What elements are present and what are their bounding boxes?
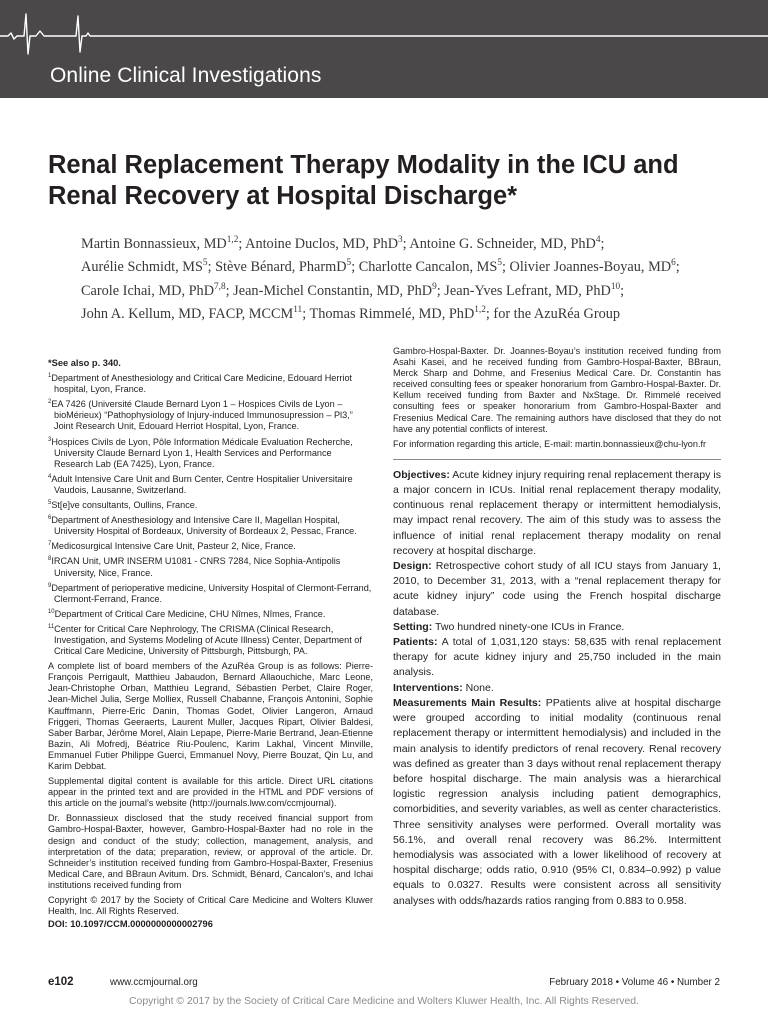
author-affiliation-ref: 10 (610, 282, 621, 293)
affiliation-item (48, 474, 373, 496)
author-name: ; Antoine G. Schneider, MD, PhD (402, 236, 596, 252)
affiliation-text: Hospices Civils de Lyon, Pôle Information Médicale Evaluation Recherche, University Claude Bernard Lyon 1, Health Services and Performance Research Lab (EA 7425), Lyon, France. (51, 436, 353, 469)
affiliation-text: Department of Anesthesiology and Critical Care Medicine, Edouard Herriot hospital, Lyon, France. (51, 373, 353, 395)
affiliation-number: 9 (48, 582, 52, 589)
affiliation-text: Medicosurgical Intensive Care Unit, Pasteur 2, Nice, France. (51, 541, 296, 552)
author-name: ; (620, 282, 625, 299)
abstract-text: PPatients alive at hospital discharge were grouped according to initial modality (continuous renal replacement therapy or intermittent hemodialysis) and included in the main analysis to identify predictors of renal recovery. Renal recovery was defined as greater than 3 days without renal replacement therapy before hospital discharge. The main analysis was a hierarchical logistic regression analysis including patient demographics, comorbidities, and severity variables, as well as center characteristics. Three sensitivity analyses were performed. Overall mortality was 56.1%, and overall renal recovery was 86.2%. Intermittent hemodialysis was associated with a lower likelihood of recovery at hospital discharge; odds ratio, 0.910 (95% CI, 0.834–0.992) p value equals to 0.0327. Results were consistent across all sensitivity analyses with odds/hazards ratios ranging from 0.883 to 0.958. (393, 696, 721, 907)
section-label: Online Clinical Investigations (50, 64, 322, 87)
author-name: Martin Bonnassieux, MD (81, 236, 227, 252)
abstract-label: Design: (393, 560, 432, 573)
affiliation-item (48, 373, 373, 395)
author-affiliation-ref: 3 (398, 235, 403, 246)
affiliation-item (48, 437, 373, 470)
author-name: ; for the AzuRéa Group (485, 306, 621, 323)
page-number: e102 (48, 976, 74, 988)
affiliation-text: Adult Intensive Care Unit and Burn Center, Centre Hospitalier Universitaire Vaudois, Lausanne, Switzerland. (51, 473, 353, 495)
author-name: ; Olivier Joannes-Boyau, MD (501, 259, 672, 276)
author-affiliation-ref: 1,2 (474, 305, 486, 316)
affiliation-number: 10 (48, 608, 55, 615)
affiliation-text: IRCAN Unit, UMR INSERM U1081 - CNRS 7284, Nice Sophia-Antipolis University, Nice, France. (51, 556, 341, 578)
author-list (81, 233, 741, 327)
abstract-text: A total of 1,031,120 stays: 58,635 with renal replacement therapy for acute kidney injury and 25,750 included in the main analysis. (393, 636, 721, 679)
divider (393, 459, 721, 460)
affiliation-text: Department of perioperative medicine, University Hospital of Clermont-Ferrand, Clermont-Ferrand, France. (51, 582, 372, 604)
affiliation-item (48, 556, 373, 578)
author-affiliation-ref: 4 (595, 235, 601, 246)
abstract-section (393, 559, 721, 620)
affiliation-number: 1 (48, 373, 52, 380)
abstract-section (393, 681, 721, 696)
abstract-label: Setting: (393, 620, 433, 633)
abstract-label: Interventions: (393, 681, 463, 694)
author-name: ; (600, 236, 605, 252)
author-affiliation-ref: 5 (346, 258, 352, 269)
affiliation-text: St[e]ve consultants, Oullins, France. (51, 500, 198, 511)
author-name: ; Antoine Duclos, MD, PhD (238, 236, 399, 252)
journal-website-link[interactable]: www.ccmjournal.org (110, 977, 198, 988)
affiliation-text: EA 7426 (Université Claude Bernard Lyon 1 – Hospices Civils de Lyon – bioMérieux) “Pathophysiology of Injury-induced Immunosupression – Pl3,” Joint Research Unit, Edouard Herriot Hospital, Lyon, France. (51, 399, 353, 432)
affiliation-item (48, 515, 373, 537)
abstract (393, 468, 721, 909)
abstract-label: Measurements Main Results: (393, 696, 542, 709)
group-members: A complete list of board members of the AzuRéa Group is as follows: Pierre-François Perrigault, Matthieu Jabaudon, Bernard Allaouchiche, Marc Leone, Jean-Christophe Orban, Matthieu Legrand, Sébastien Perbet, Claire Roger, Jean-Michel Julia, Serge Molliex, Russell Chabanne, François Antonini, Sophie Kauffmann, Pierre-Eric Danin, Thomas Godet, Olivier Langeron, Arnaud Friggeri, Thomas Geeraerts, Laurent Muller, Jacques Ripart, Olivier Baldesi, Saber Barbar, Jérôme Morel, Alain Lepape, Pierre-Marie Bertrand, Jean-Etienne Bazin, Ali Mofredj, Béatrice Riu-Poulenc, Karim Lakhal, Vincent Minville, Emmanuel Futier Philippe Guerci, Emmanuel Novy, Pierre Bouzat, Qin Lu, and Karim Debbat. (48, 661, 373, 771)
ecg-line-icon (0, 6, 768, 64)
affiliation-number: 4 (48, 473, 52, 480)
abstract-text: Retrospective cohort study of all ICU stays from January 1, 2010, to December 31, 2013, with a “renal replacement therapy for acute kidney injury” code using the French hospital discharge database. (393, 560, 721, 618)
affiliation-text: Department of Critical Care Medicine, CHU Nîmes, Nîmes, France. (54, 608, 326, 619)
abstract-section (393, 635, 721, 681)
section-header-band (0, 0, 768, 98)
author-name: John A. Kellum, MD, FACP, MCCM (81, 306, 294, 323)
affiliation-list (48, 373, 373, 657)
abstract-text: Acute kidney injury requiring renal replacement therapy is a major concern in ICUs. Initial renal replacement therapy modality, continuous renal replacement therapy or intermittent hemodialysis, may impact renal recovery. The aim of this study was to assess the influence of initial renal replacement therapy modality on renal recovery at hospital discharge. (393, 468, 721, 557)
affiliation-item (48, 399, 373, 432)
author-affiliation-ref: 5 (202, 258, 208, 269)
disclosure-text: Dr. Bonnassieux disclosed that the study received financial support from Gambro-Hospal-Baxter, however, Gambro-Hospal-Baxter had no role in the design and conduct of the study; collection, management, analysis, and interpretation of the data; preparation, review, or approval of the article. Dr. Schneider’s institution received funding from Gambro-Hospal-Baxter, Fresenius Medical Care, and BBraun Avitum. Drs. Schmidt, Bénard, Cancalon’s, and Ichai institutions received funding from (48, 813, 373, 890)
see-also-note: *See also p. 340. (48, 358, 121, 368)
disclosure-continued: Gambro-Hospal-Baxter. Dr. Joannes-Boyau’s institution received funding from Asahi Kasei, and he received funding from Gambro-Hospal-Baxter, BBraun, Merck Sharp and Dohme, and Fresenius Medical Care. Dr. Constantin has received consulting fees or speaker honorarium from Gambro-Hospal-Baxter. Dr. Kellum received funding from Baxter and NxStage. Dr. Rimmelé received consulting fees or speaker honorarium from Gambro-Hospal-Baxter and Fresenius Medical Care. The remaining authors have disclosed that they do not have any potential conflicts of interest. (393, 346, 721, 434)
author-affiliation-ref: 5 (497, 258, 502, 269)
abstract-section (393, 620, 721, 635)
left-column (48, 358, 373, 930)
affiliation-text: Center for Critical Care Nephrology, The CRISMA (Clinical Research, Investigation, and Systems Modeling of Acute Illness) Center, Department of Critical Care Medicine, University of Pittsburgh, Pittsburgh, PA. (54, 623, 362, 657)
affiliation-item (48, 500, 373, 511)
affiliation-item (48, 609, 373, 620)
footer-copyright: Copyright © 2017 by the Society of Critical Care Medicine and Wolters Kluwer Health, Inc. All Rights Reserved. (129, 996, 639, 1007)
author-affiliation-ref: 9 (432, 282, 437, 293)
author-affiliation-ref: 7,8 (214, 282, 226, 293)
affiliation-item (48, 541, 373, 552)
author-name: ; Thomas Rimmelé, MD, PhD (302, 306, 475, 323)
right-column (393, 346, 721, 909)
affiliation-number: 7 (48, 541, 52, 548)
author-affiliation-ref: 1,2 (226, 235, 239, 246)
author-name: Aurélie Schmidt, MS (81, 259, 203, 276)
abstract-text: None. (462, 681, 494, 694)
author-name: ; (675, 259, 680, 276)
abstract-section (393, 696, 721, 909)
author-name: ; Charlotte Cancalon, MS (351, 259, 498, 276)
author-name: ; Jean-Yves Lefrant, MD, PhD (436, 282, 611, 299)
abstract-section (393, 468, 721, 559)
author-affiliation-ref: 6 (671, 258, 676, 269)
author-name: Carole Ichai, MD, PhD (81, 282, 215, 299)
affiliation-number: 5 (48, 499, 52, 506)
author-name: ; Stève Bénard, PharmD (207, 259, 347, 276)
affiliation-item (48, 624, 373, 657)
affiliation-number: 6 (48, 515, 52, 522)
copyright-note: Copyright © 2017 by the Society of Critical Care Medicine and Wolters Kluwer Health, Inc. All Rights Reserved. (48, 895, 373, 917)
author-name: ; Jean-Michel Constantin, MD, PhD (225, 282, 433, 299)
abstract-label: Objectives: (393, 468, 450, 481)
supplemental-note: Supplemental digital content is available for this article. Direct URL citations appear in the printed text and are provided in the HTML and PDF versions of this article on the journal’s website (http://journals.lww.com/ccmjournal). (48, 776, 373, 809)
affiliation-item (48, 583, 373, 605)
doi-link[interactable]: DOI: 10.1097/CCM.0000000000002796 (48, 919, 213, 930)
contact-email[interactable]: For information regarding this article, E-mail: martin.bonnassieux@chu-lyon.fr (393, 438, 707, 449)
affiliation-number: 2 (48, 399, 52, 406)
affiliation-text: Department of Anesthesiology and Intensive Care II, Magellan Hospital, University Hospital of Bordeaux, University of Bordeaux 2, Pessac, France. (51, 515, 357, 537)
issue-info: February 2018 • Volume 46 • Number 2 (549, 977, 720, 988)
affiliation-number: 11 (48, 623, 55, 630)
abstract-label: Patients: (393, 636, 438, 649)
affiliation-number: 8 (48, 556, 52, 563)
affiliation-number: 3 (48, 436, 52, 443)
author-affiliation-ref: 11 (293, 305, 303, 316)
article-title: Renal Replacement Therapy Modality in the ICU and Renal Recovery at Hospital Discharge* (48, 151, 679, 210)
abstract-text: Two hundred ninety-one ICUs in France. (432, 620, 625, 633)
